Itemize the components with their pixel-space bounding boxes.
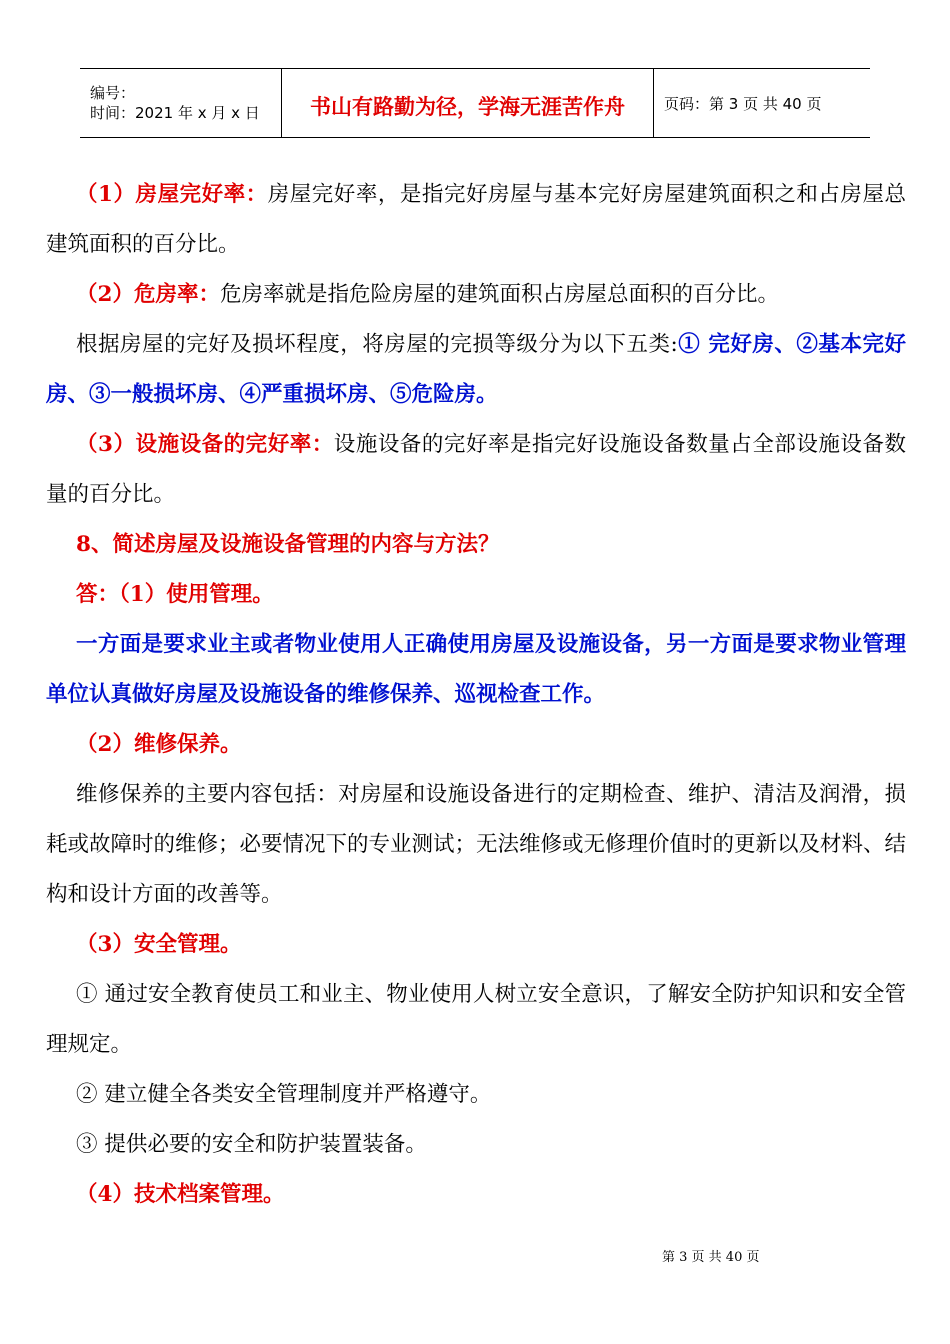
paragraph-dangerous-house-rate bbox=[46, 270, 906, 320]
header-time: 时间：2021 年 x 月 x 日 bbox=[90, 104, 260, 122]
answer-archive-heading: （4）技术档案管理。 bbox=[76, 1182, 285, 1207]
answer-maintenance-heading: （2）维修保养。 bbox=[76, 732, 242, 757]
paragraph-equipment-intact-rate bbox=[46, 420, 906, 520]
answer-usage-body: 一方面是要求业主或者物业使用人正确使用房屋及设施设备，另一方面是要求物业管理单位认真做好房屋及设施设备的维修保养、巡视检查工作。 bbox=[46, 632, 906, 707]
heading-equipment-intact-rate: （3）设施设备的完好率： bbox=[76, 432, 334, 457]
text-dangerous-house-rate: 危房率就是指危险房屋的建筑面积占房屋总面积的百分比。 bbox=[219, 282, 779, 307]
heading-house-intact-rate: （1）房屋完好率： bbox=[76, 182, 268, 207]
header-page-info-text: 页码：第 3 页 共 40 页 bbox=[664, 94, 822, 113]
heading-dangerous-house-rate: （2）危房率： bbox=[76, 282, 220, 307]
text-damage-grades-list: ① 完好房、②基本完好房、③一般损坏房、④严重损坏房、⑤危险房。 bbox=[46, 332, 906, 407]
page-footer bbox=[0, 1246, 950, 1265]
question-8: 8、简述房屋及设施设备管理的内容与方法？ bbox=[76, 532, 500, 557]
header-motto bbox=[282, 69, 654, 137]
paragraph-house-intact-rate bbox=[46, 170, 906, 270]
header-motto-text: 书山有路勤为径，学海无涯苦作舟 bbox=[310, 94, 625, 119]
header-page-info bbox=[654, 69, 870, 137]
page-header bbox=[80, 68, 870, 138]
answer-usage-heading: 答：（1）使用管理。 bbox=[76, 582, 274, 607]
text-house-intact-rate: 房屋完好率，是指完好房屋与基本完好房屋建筑面积之和占房屋总建筑面积的百分比。 bbox=[46, 182, 906, 257]
answer-safety-heading: （3）安全管理。 bbox=[76, 932, 242, 957]
document-body bbox=[46, 170, 906, 1220]
answer-safety-item-1: ① 通过安全教育使员工和业主、物业使用人树立安全意识，了解安全防护知识和安全管理规定。 bbox=[46, 982, 906, 1057]
answer-safety-item-2: ② 建立健全各类安全管理制度并严格遵守。 bbox=[76, 1082, 492, 1107]
paragraph-damage-grades bbox=[46, 320, 906, 420]
text-damage-grades: 根据房屋的完好及损坏程度，将房屋的完损等级分为以下五类: bbox=[76, 332, 678, 357]
footer-page-number: 第 3 页 共 40 页 bbox=[662, 1250, 760, 1265]
header-meta bbox=[80, 69, 282, 137]
text-equipment-intact-rate: 设施设备的完好率是指完好设施设备数量占全部设施设备数量的百分比。 bbox=[46, 432, 906, 507]
answer-safety-item-3: ③ 提供必要的安全和防护装置装备。 bbox=[76, 1132, 427, 1157]
answer-maintenance-body: 维修保养的主要内容包括：对房屋和设施设备进行的定期检查、维护、清洁及润滑，损耗或故障时的维修；必要情况下的专业测试；无法维修或无修理价值时的更新以及材料、结构和设计方面的改善等。 bbox=[46, 782, 907, 907]
header-number: 编号： bbox=[90, 84, 136, 102]
